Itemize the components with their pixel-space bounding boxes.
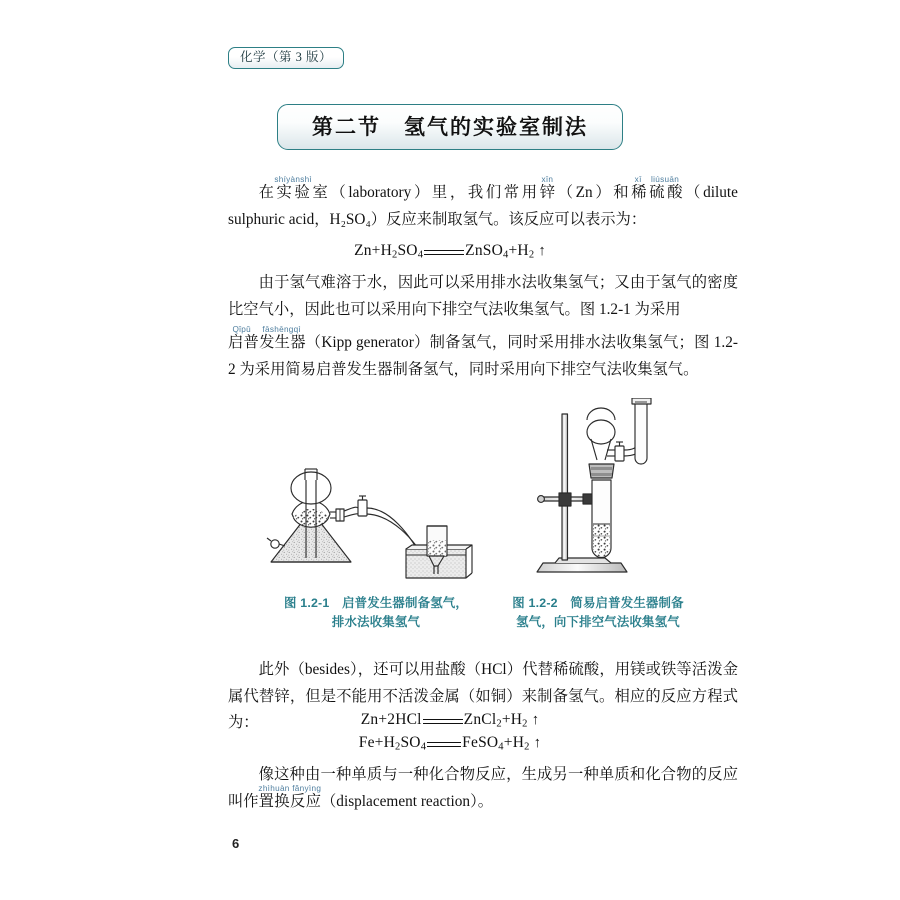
pinyin-xiliusuan: xī liúsuān: [631, 175, 683, 184]
gas-up-arrow: ↑: [538, 243, 546, 259]
equation-1: [0, 242, 900, 261]
figure-2-caption-line1: 图 1.2-2 简易启普发生器制备: [512, 596, 684, 610]
paragraph-2: [228, 270, 738, 323]
p1-part-d: （dilute sulphuric acid，H₂SO₄）反应来制取氢气。该反应可以表示为：: [228, 184, 738, 228]
ruby-zhihuan-fanying: [258, 783, 322, 810]
paragraph-2-continued: [228, 325, 738, 383]
figure-kipp-generator: [258, 466, 478, 593]
p4-part-a: 像这种由一种单质与一种化合物反应，生成另一种单质和化合物的反应叫作: [228, 766, 738, 810]
figure-simple-kipp-generator: [525, 398, 665, 595]
figure-2-caption: [488, 594, 708, 632]
p3-text: 此外（besides），还可以用盐酸（HCl）代替稀硫酸，用镁或铁等活泼金属代替锌，但是不能用不活泼金属（如铜）来制备氢气。相应的反应方程式为：: [228, 661, 738, 731]
p4-part-b: （displacement reaction）。: [321, 792, 494, 810]
p1-acid-chars: 稀硫酸: [631, 184, 686, 201]
pinyin-zhihuan-fanying: zhìhuàn fǎnyìng: [258, 783, 322, 793]
p2-text: 由于氢气难溶于水，因此可以采用排水法收集氢气；又由于氢气的密度比空气小，因此也可以采用向下排空气法收集氢气。图 1.2-1 为采用: [228, 274, 738, 318]
figure-2-caption-line2: 氢气，向下排空气法收集氢气: [516, 615, 680, 629]
paragraph-1: [228, 175, 738, 233]
equation-1-line: $Zn+H_2SO_4$ $ZnSO_4+H_2$ ↑: [354, 242, 546, 261]
p4-term-chars: 置换反应: [258, 792, 322, 810]
simple-kipp-illustration: [525, 398, 665, 590]
figure-1-caption-line1: 图 1.2-1 启普发生器制备氢气，: [284, 596, 468, 610]
ruby-xin: [539, 175, 558, 201]
p2-continued-text: （Kipp generator）制备氢气，同时采用排水法收集氢气；图 1.2-2 为采用简易启普发生器制备氢气，同时采用向下排空气法收集氢气。: [228, 334, 738, 378]
kipp-generator-illustration: [258, 466, 478, 588]
equation-2: [0, 711, 900, 730]
double-bond-line: [424, 244, 464, 260]
p1-zn-char: 锌: [539, 184, 558, 201]
double-bond-line-2: [423, 713, 463, 729]
ruby-qipu-fashengqi: [228, 325, 306, 351]
equation-2-line: Zn+2HCl $ZnCl_2+H_2$ ↑: [360, 711, 540, 730]
pinyin-xin: xīn: [539, 175, 556, 184]
pinyin-shiyanshi: shíyànshì: [258, 175, 328, 184]
p1-part-b: （laboratory）里，我们常用: [330, 184, 540, 201]
gas-up-arrow-3: ↑: [533, 735, 542, 751]
running-head-tab: 化学（第 3 版）: [228, 47, 344, 69]
p1-part-a: 在实验室: [258, 184, 331, 201]
double-bond-line-3: [427, 736, 461, 752]
ruby-shiyanshi: [258, 175, 331, 201]
p1-part-c: （Zn）和: [557, 184, 632, 201]
equation-3-line: $Fe+H_2SO_4$ $FeSO_4+H_2$ ↑: [358, 734, 542, 753]
paragraph-4: [228, 762, 738, 815]
pinyin-qipu-fashengqi: Qǐpǔ fāshēngqì: [228, 325, 306, 334]
ruby-xiliusuan: [631, 175, 686, 201]
gas-up-arrow-2: ↑: [531, 712, 540, 728]
section-banner-wrapper: [0, 104, 900, 150]
section-banner: 第二节 氢气的实验室制法: [277, 104, 623, 150]
figure-1-caption-line2: 排水法收集氢气: [331, 615, 421, 629]
p2-kipp-chars: 启普发生器: [228, 334, 306, 351]
figure-1-caption: [266, 594, 486, 632]
equation-3: [0, 734, 900, 753]
page-number: 6: [232, 836, 240, 851]
